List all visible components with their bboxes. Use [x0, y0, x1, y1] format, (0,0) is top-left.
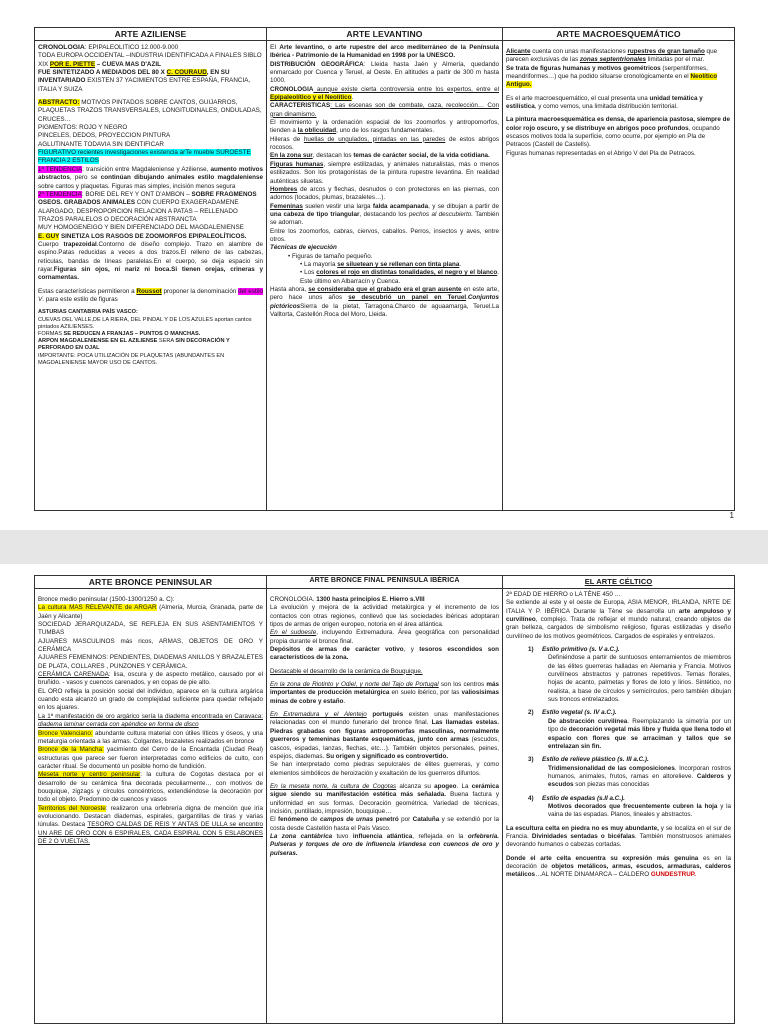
header-arte-celtico: EL ARTE CÉLTICO	[503, 576, 735, 589]
valenciano-highlight: Bronce Valenciano:	[38, 729, 93, 737]
column-macroesquematico: Alicante cuenta con unas manifestaciones rupestres de gran tamaño que parecen exclusivas de las zonas septentrionales limitadas por el mar. Se trata de figuras humanas y motivos geométricos (serpentiformes, meandriformes…) que ha podido situarse cronológicamente en el Neolítico Antiguo. Es el arte macroesquemático, el cual presenta una unidad temática y estilística, y como vemos, una limitada distribución territorial. La pintura macroesquemática es densa, de apariencia pastosa, siempre de color rojo oscuro, y se distribuye en abrigos poco profundos, ocupando escasos motivos toda la superficie, como ocurre, por ejemplo en Pla de Petracos (Castell de Castells). Figuras humanas representadas en el Abrigo V del Pla de Petracos.	[503, 41, 735, 511]
header-bronce-final: ARTE BRONCE FINAL PENINSULA IBÉRICA	[267, 576, 503, 589]
meseta-highlight: Meseta norte y centro peninsular	[38, 771, 141, 779]
column-levantino: El Arte levantino, o arte rupestre del arco mediterráneo de la Península Ibérica - Patrimonio de la Humanidad en 1998 por la UNESCO. DISTRIBUCIÓN GEOGRÁFICA: Lleida hasta Jaén y Almería, quedando enmarcado por Cuenca y Teruel, al Oeste. En altitudes a partir de 300 m hasta 1000. CRONOLOGIA aunque existe cierta controversia entre los expertos, entre el Epipaleolítico y el Neolítico. CARACTERISTICAS: Las escenas son de combate, caza, recolección… Con gran dinamismo. El movimiento y la ordenación espacial de los zoomorfos y antropomorfos, tienden a la oblicuidad, uno de los rasgos fundamentales. Hileras de huellas de ungulados, pintadas en las paredes de estos abrigos rocosos. En la zona sur, destacan los temas de carácter social, de la vida cotidiana. Figuras humanas, siempre estilizadas, y animales naturalistas, más o menos estilizados. Son los protagonistas de la pintura rupestre levantina. En realidad auténticas siluetas. Hombres de arcos y flechas, desnudos o con protectores en las piernas, con adornos (tocados, plumas, brazaletes…). Femeninas suelen vestir una larga falda acampanada, y se dibujan a partir de una cabeza de tipo triangular, destacando los pechos al descubierto. También se adornan. Entre los zoomorfos, cabras, ciervos, caballos. Perros, insectos y aves, entre otros. Técnicas de ejecución • Figuras de tamaño pequeño. • La mayoría se siluetean y se rellenan con tinta plana. • Los colores el rojo en distintas tonalidades, el negro y el blanco. Este último en Albarracín y Cuenca. Hasta ahora, se consideraba que el grabado era el gran ausente en este arte, pero hace unos años se descubrió un panel en Teruel.Conjuntos pictóricosSierra de la pietat, Tarragona.Charco de aguaamarga, Teruel.La Valltorta, Castellón.Roca del Moro, Lleida.	[267, 41, 503, 511]
mancha-highlight: Bronce de la Mancha:	[38, 746, 104, 754]
page-separator	[0, 530, 768, 564]
page-number: 1	[729, 511, 734, 520]
couraud-highlight: C. COURAUD	[166, 69, 207, 77]
column-bronce-peninsular: Bronce medio peninsular (1500-1300/1250 a. C): La cultura MAS RELEVANTE de ARGAR (Almeria, Murcia, Granada, parte de Jaén y Alicante) SOCIEDAD JERARQUIZADA, SE REFLEJA EN SUS ASENTAMIENTOS Y TUMBAS AJUARES MASCULINOS más ricos, ARMAS, OBJETOS DE ORO Y CERÁMICA AJUARES FEMENINOS: PENDIENTES, DIADEMAS ANILLOS Y BRAZALETES DE PLATA, COLLARES , PUNZONES Y CERÁMICA. CERÁMICA CARENADA: lisa, oscura y de aspecto metálico, causado por el bruñido. - vasos y cuencos carenados, y en copas de pie alto. EL ORO refleja la posición social del individuo, aparece en la cultura argárica cuando esta alcanzó un grado de complejidad suficiente para quedar reflejado en los ajuares. La 1ª manifestación de oro argárico sería la diadema encontrada en Caravaca: diadema laminar cerrada con apéndice en forma de disco Bronce Valenciano: abundante cultura material con útiles líticos y óseos, y una metalurgia orientada a las armas. Colgantes, brazaletes realizados en bronce Bronce de la Mancha: yacimiento del Cerro de la Encantada (Ciudad Real) estructuras que parece ser fueron interpretadas como edificios de culto, con carácter ritual. Se documentó un posible horno de fundición. Meseta norte y centro peninsular: la cultura de Cogotas destaca por el desarrollo de su cerámica fina decorada peculiarmente… con motivos de bouquique, zigzags y círculos concéntricos, extendiéndose la decoración por todo el objeto. Predomino de cuencos y vasos Territorios del Noroeste: realizaron una orfebrería digna de mención que iría evolucionando. Destacan diademas, espirales, gargantillas de tiras y varias lúnulas. Destaca TESORO CALDAS DE REIS Y ANTAS DE ULLA se encontro UN ARE DE ORO CON 6 ESPIRALES, CADA ESPIRAL CON 5 ESLABONES DE 2 O VUELTAS.	[35, 589, 267, 1024]
piette-highlight: POR E. PIETTE	[49, 60, 96, 68]
argar-highlight: La cultura MAS RELEVANTE de ARGAR	[38, 604, 157, 612]
gundestrup-red-text: GUNDESTRUP.	[650, 871, 696, 879]
page2-table	[34, 575, 735, 1024]
header-levantino: ARTE LEVANTINO	[267, 28, 503, 41]
noroeste-highlight: Territorios del Noroeste	[38, 804, 106, 812]
epipaleolitico-highlight: Epipaleolítico y el Neolítico	[270, 94, 352, 102]
column-arte-celtico: 2ª EDAD DE HIERRO o LA TÈNE 450 … Se extiende al este y el oeste de Europa, ASIA MENOR, IRLANDA, NRTE DE ITALIA Y P. IBÉRICA Durante la Tène se desarrolla un arte ampuloso y curvilíneo, complejo. Trata de reflejar el mundo natural, creando objetos de gran belleza, cargados de simbolismo religioso, figuras estilizadas y diseño curvilíneo de los motivos geométricos. Cargados de espirales y entrelazos. 1) Estilo primitivo (s. V a.C.). Definiéndose a partir de suntuosos enterramientos de miembros de las élites guerreras halladas en Alemania y Francia. Motivos curvilíneos abstractos y patrones repetitivos. Temas florales, hojas de acanto, palmetas y flores de loto y lirios. Sintético, no realista, a base de círculos y semicírculos, pero también dibujan sus troncos entrelazados. 2) Estilo vegetal (s. IV a.C.). De abstracción curvilínea. Reemplazando la simetría por un tipo de decoración vegetal más libre y fluida que llena todo el espacio con flores que se arraciman y tallos que se entrelazan sin fin. 3) Estilo de relieve plástico (s. III a.C.). Tridimensionalidad de las composiciones. Incorporan rostros humanos, animales, frutos, ramas en altorelieve. Calderos y escudos son piezas mas conocidas 4) Estilo de espadas (s.II a.C.). Motivos decorados que frecuentemente cubren la hoja y la vaina de las espadas. Planos, lineales y abstractos. La escultura celta en piedra no es muy abundante, y se localiza en el sur de Francia. Divinidades sentadas o bicéfalas. También monstruosos animales devorando humanos o cabezas cortadas. Donde el arte celta encuentra su expresión más genuina es en la decoración de objetos metálicos, armas, escudos, armaduras, calderos metálicos…AL NORTE DINAMARCA – CALDERO GUNDESTRUP.	[503, 589, 735, 1024]
column-bronce-final: CRONOLOGIA. 1300 hasta principios E. Hierro s.VIII La evolución y mejora de la actividad metalúrgica y el incremento de los contactos con otras regiones, conllevó que las sociedades ibéricas adoptaran tipos de armas de origen europeo, notoria en el área atlántica. En el sudoeste, incluyendo Extremadura. Área geográfica con personalidad propia durante el bronce final. Depósitos de armas de carácter votivo, y tesoros escondidos son característicos de la zona. Destacable el desarrollo de la cerámica de Bouquique. En la zona de Riotinto y Odiel, y norte del Tajo de Portugal son los centros más importantes de producción metalúrgica en suelo ibérico, por las valiosísimas minas de cobre y estaño. En Extremadura y el Alentejo portugués existen unas manifestaciones relacionadas con el mundo funerario del bronce final. Las llamadas estelas. Piedras grabadas con figuras antropomorfas masculinas, normalmente guerreros y temeninas bastante esquemáticas, junto con armas (escudos, cascos, espadas, lanzas, flechas, etc…). También objetos personales, peines, espejos, diademas. Su origen y significado es controvertido. Se han interpretado como piedras sepulcrales de élites guerreras, y como elementos simbólicos de heroización y exaltación de los guerreros difuntos. En la meseta norte, la cultura de Cogotas alcanza su apogeo. La cerámica sigue siendo su manifestación estética más señalada. Buena factura y uniformidad en sus formas. Decoración geométrica. Variedad de técnicas, incisión, puntillado, impresión, bouquique… El fenómeno de campos de urnas penetró por Cataluña y se extendió por la costa desde Castellón hasta el País Vasco. La zona cantábrica tuvo influencia atlántica, reflejada en la orfebrería. Pulseras y torques de oro de influencia irlandesa con cuencos de oro y pulseras.	[267, 589, 503, 1024]
column-aziliense: CRONOLOGIA: EPIPALEOLITICO 12.000-9.000 TODA EUROPA OCCIDENTAL –INDUSTRIA IDENTIFICADA A FINALES SIBLO XIX POR E. PIETTE – CUEVA MAS D'AZIL FUE SINTETIZADO A MEDIADOS DEL 80 X C. COURAUD, EN SU INVENTARIADO EXISTEN 37 YACIMIENTOS ENTRE ESPAÑA, FRANCIA, ITALIA Y SUIZA ABSTRACTO: MOTIVOS PINTADOS SOBRE CANTOS, GUIJARROS, PLAQUETAS TRAZOS TRANSVERSALES, LONGITUDINALES, ONDULADAS, CRUCES… PIGMENTOS: ROJO Y NEGRO PINCELES, DEDOS, PROYECCION PINTURA AGLUTINANTE TODAVIA SIN IDENTIFICAR FIGURATIVO recientes investigaciones existencia arTe mueble SUROESTE FRANCIA 2 ESTILOS 1ª TENDENCIA: transición entre Magdaleniense y Aziliense, aumento motivos abstractos, pero se continúan dibujando animales estilo magdaleniense sobre cantos y plaquetas. Figuras mas simples, incisión menos segura 2ª TENDENCIA: BORIE DEL REY Y ONT D'AMBON – SOBRE FRAGMENOS OSEOS. GRABADOS ANIMALES CON CUERPO EXAGERADAMENE ALARGADO, DESPROPORCION RELACION A PATAS – RELLENADO TRAZOS PARALELOS O DECORACIÓN ABSTRANCTA MUY HOMOGENEIGO Y BIEN DIFERENCIADO DEL MAGDALENIENSE E. GUY SINETIZA LOS RASGOS DE ZOOMORFOS EPIPALEOLÍTICOS. Cuerpo trapezoidal.Contorno de diseño complejo. Trazo en alambre de espino.Patas reducidas a veces a dos trazos.El relleno de las cabezas, retículas, bandas de líneas paralelas.En el cuerpo, se deja espacio sin rayar.Figuras sin ojos, ni nariz ni boca.Si tienen orejas, crineras y cornamentas. Estas características permitieron a Roussot proponer la denominación del estilo V. para este estilo de figuras ASTURIAS CANTABRIA PAÍS VASCO: CUEVAS DEL VALLE,DE LA RIERA, DEL PINDAL Y DE LOS AZULES aportan cantos pintados AZILIENSES. FORMAS SE REDUCEN A FRANJAS – PUNTOS O MANCHAS. ARPON MAGDALENIENSE EN EL AZILIENSE SERA SIN DECORACIÓN Y PERFORADO EN OJAL IMPORTANTE: POCA UTILIZACIÓN DE PLAQUETAS (ABUNDANTES EN MAGDALENIENSE MAYOR USO DE CANTOS.	[35, 41, 267, 511]
guy-highlight: E. GUY	[38, 232, 60, 240]
estilo-highlight: del estilo	[238, 287, 263, 295]
header-macroesquematico: ARTE MACROESQUEMÁTICO	[503, 28, 735, 41]
roussot-highlight: Roussot	[136, 287, 162, 295]
tendencia1-highlight: 1ª TENDENCIA	[38, 165, 83, 173]
aziliense-cronologia-label: CRONOLOGIA	[38, 44, 85, 51]
abstracto-highlight: ABSTRACTO:	[38, 99, 80, 107]
neolitico-highlight: Neolítico Antiguo.	[506, 73, 718, 89]
tendencia2-highlight: 2ª TENDENCIA	[38, 190, 82, 198]
figurativo-highlight: FIGURATIVO recientes investigaciones existencia arTe mueble SUROESTE FRANCIA 2 ESTILOS	[38, 149, 251, 165]
header-bronce-peninsular: ARTE BRONCE PENINSULAR	[35, 576, 267, 589]
page1-table	[34, 27, 735, 511]
header-aziliense: ARTE AZILIENSE	[35, 28, 267, 41]
